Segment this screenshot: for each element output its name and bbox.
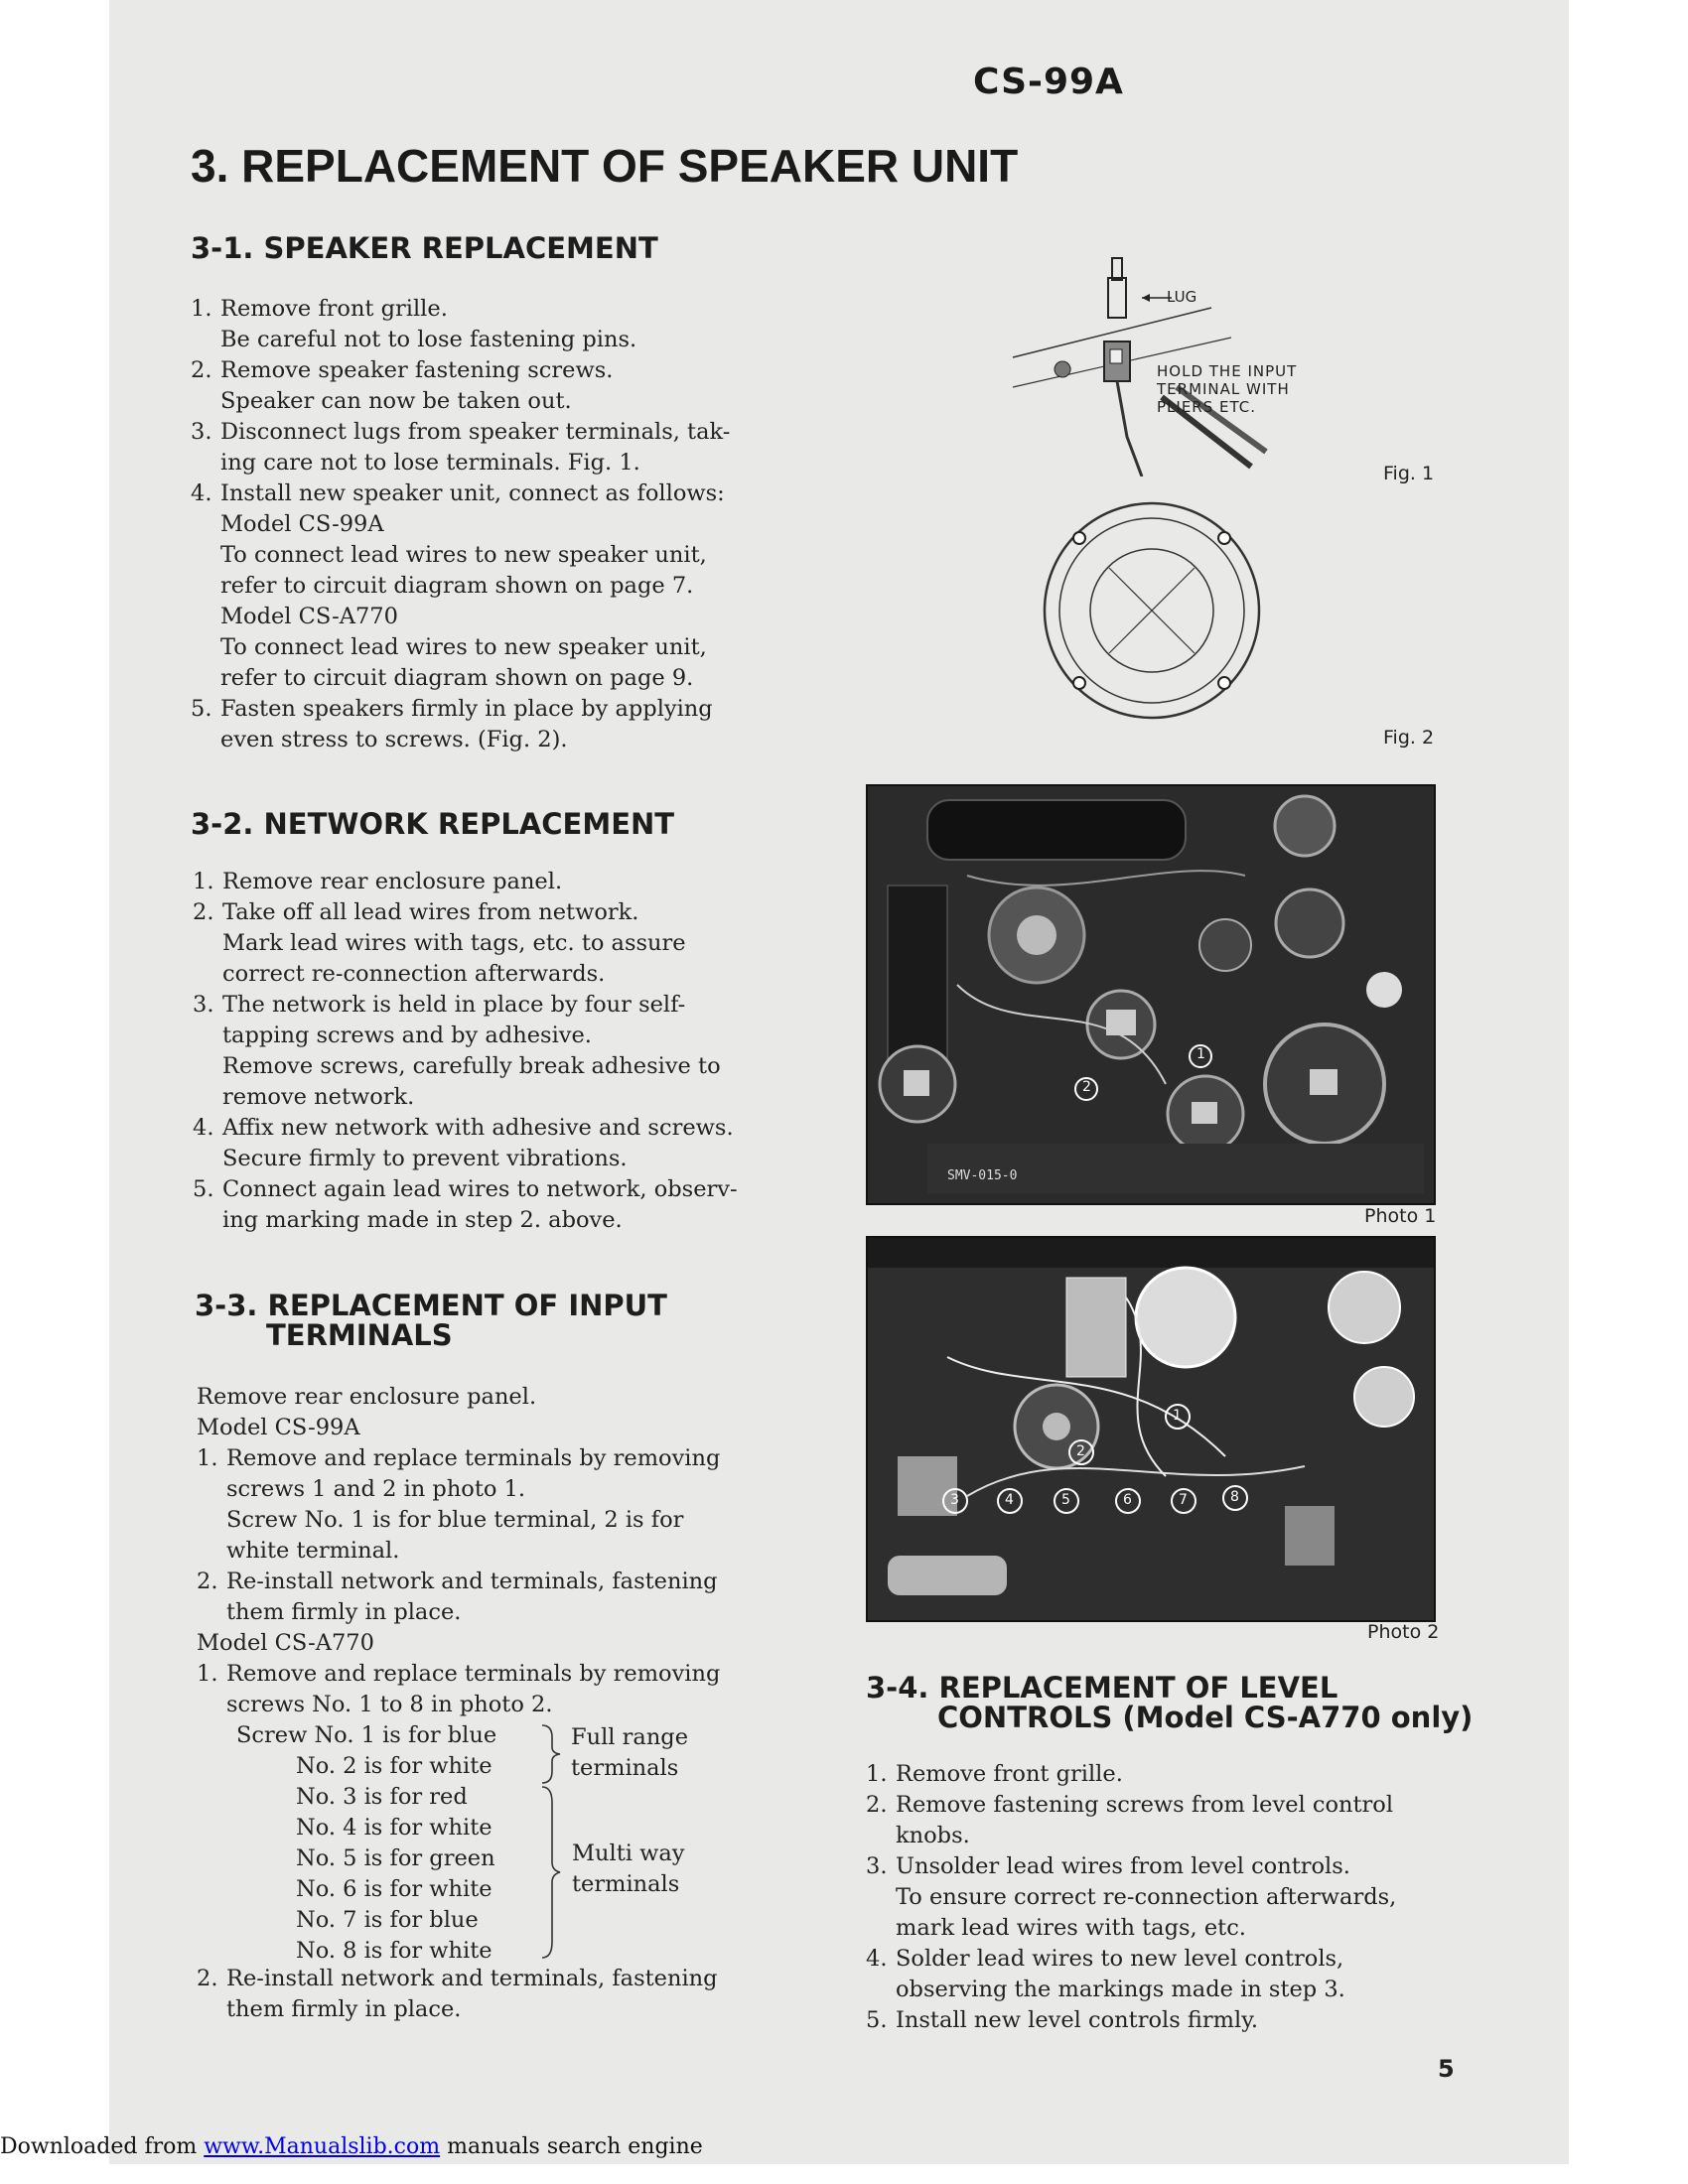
step-line: Take off all lead wires from network. [222,899,639,925]
step-number: 4. [193,1115,214,1141]
step-line: Remove speaker fastening screws. [220,357,614,383]
section-number: 3-1. [191,231,254,265]
step-item [193,990,908,1113]
manual-page [109,0,1569,2164]
section-3-4-heading [866,1673,1473,1732]
section-3-2-heading [191,809,674,839]
screw-color-table [236,1720,496,1967]
step-line: even stress to screws. (Fig. 2). [220,727,568,752]
step-item [197,1659,912,1720]
section-title: REPLACEMENT OF INPUT [267,1289,667,1322]
section-title: SPEAKER REPLACEMENT [263,231,658,265]
step-line: Remove screws, carefully break adhesive to [222,1053,721,1079]
fig2-speaker-drawing [1038,496,1266,725]
step-line: ing care not to lose terminals. Fig. 1. [220,450,640,476]
step-line: Re-install network and terminals, fastening [226,1966,718,1991]
step-line: tapping screws and by adhesive. [222,1023,592,1048]
network-replacement-steps [193,867,908,1236]
step-line: Remove and replace terminals by removing [226,1445,721,1471]
step-item [191,694,906,755]
screw-row: No. 7 is for blue [296,1907,479,1933]
step-line: white terminal. [226,1538,400,1564]
step-line: remove network. [222,1084,415,1110]
step-line: ing marking made in step 2. above. [222,1207,623,1233]
photo2-marker-7: 7 [1179,1492,1188,1508]
step-number: 1. [197,1445,218,1471]
step-item [866,2005,1481,2036]
page-number: 5 [1438,2055,1455,2083]
step-line: Disconnect lugs from speaker terminals, tak- [220,419,731,445]
step-number: 5. [866,2007,888,2033]
step-number: 2. [866,1792,888,1818]
step-line: Mark lead wires with tags, etc. to assure [222,930,686,956]
step-item [193,897,908,990]
step-line: Solder lead wires to new level controls, [896,1946,1344,1972]
step-number: 4. [866,1946,888,1972]
step-line: Model CS-A770 [220,604,398,629]
photo1-marker-2: 2 [1082,1079,1091,1095]
terminal-braces [538,1723,568,1962]
step-line: Remove front grille. [220,296,448,322]
step-line: Install new speaker unit, connect as follows: [220,480,725,506]
screw-row: No. 2 is for white [296,1753,492,1779]
download-footer: Downloaded from www.Manualslib.com manuals search engine [0,2134,703,2159]
step-item [191,355,906,417]
step-line: refer to circuit diagram shown on page 7. [220,573,694,599]
section-title: NETWORK REPLACEMENT [263,807,675,841]
step-number: 4. [191,480,212,506]
step-item [197,1567,912,1628]
step-line: Re-install network and terminals, fastening [226,1569,718,1594]
step-item [866,1790,1481,1851]
model-header: CS-99A [973,62,1124,102]
step-line: To connect lead wires to new speaker unit, [220,542,707,568]
step-line: knobs. [896,1823,970,1848]
screw-row: No. 4 is for white [296,1815,492,1841]
fig1-lug-label: LUG [1167,288,1197,306]
step-line: screws 1 and 2 in photo 1. [226,1476,526,1502]
step-line: refer to circuit diagram shown on page 9. [220,665,694,691]
photo2-input-terminals [866,1236,1436,1622]
step-line: The network is held in place by four self- [222,992,686,1018]
step-item [866,1944,1481,2005]
section-number: 3-3. [195,1289,258,1322]
section-title-line2: CONTROLS (Model CS-A770 only) [937,1701,1474,1734]
step-number: 1. [866,1761,888,1787]
step-number: 1. [191,296,212,322]
step-line: To ensure correct re-connection afterwards, [896,1884,1397,1910]
step-item [866,1759,1481,1790]
step-line: Affix new network with adhesive and screws. [222,1115,734,1141]
photo2-marker-3: 3 [950,1492,959,1508]
full-range-label: Full range terminals [571,1724,689,1781]
fig1-hold-note: HOLD THE INPUT TERMINAL WITH PLIERS ETC. [1157,362,1298,416]
speaker-replacement-steps [191,294,906,755]
section-3-1-heading [191,233,658,263]
section-title-line2: TERMINALS [266,1318,453,1352]
section-number: 3-4. [866,1671,929,1705]
model-cs-99a-label: Model CS-99A [197,1415,360,1440]
photo1-caption: Photo 1 [1364,1205,1437,1227]
step-item [191,478,906,694]
step-line: Connect again lead wires to network, observ- [222,1176,738,1202]
screw-row: Screw No. 1 is for blue [236,1722,497,1748]
photo1-network-board [866,784,1436,1205]
step-number: 1. [197,1661,218,1687]
screw-row: No. 3 is for red [296,1784,468,1810]
manualslib-link[interactable]: www.Manualslib.com [204,2134,441,2159]
step-line: Secure firmly to prevent vibrations. [222,1146,628,1171]
page-title: 3. REPLACEMENT OF SPEAKER UNIT [191,140,1019,192]
fig2-caption: Fig. 2 [1383,727,1435,749]
step-line: Speaker can now be taken out. [220,388,572,414]
photo2-marker-1: 1 [1173,1408,1182,1424]
screw-row: No. 6 is for white [296,1876,492,1902]
fig1-caption: Fig. 1 [1383,463,1435,484]
input-terminals-intro: Remove rear enclosure panel. [197,1384,537,1410]
fig1-terminal-drawing [1003,238,1301,477]
step-item [193,867,908,897]
photo2-marker-8: 8 [1230,1489,1239,1505]
step-number: 3. [193,992,214,1018]
step-line: Remove and replace terminals by removing [226,1661,721,1687]
screw-row: No. 8 is for white [296,1938,492,1964]
step-line: observing the markings made in step 3. [896,1977,1345,2002]
step-item [191,294,906,355]
step-line: Remove front grille. [896,1761,1123,1787]
screw-row: No. 5 is for green [296,1845,495,1871]
step-number: 5. [193,1176,214,1202]
photo2-caption: Photo 2 [1367,1621,1440,1643]
cs-99a-terminal-steps [197,1443,912,1628]
section-number: 3-2. [191,807,254,841]
step-number: 2. [197,1966,218,1991]
step-line: Unsolder lead wires from level controls. [896,1853,1350,1879]
step-line: Model CS-99A [220,511,384,537]
step-number: 2. [197,1569,218,1594]
level-control-steps [866,1759,1481,2036]
step-line: screws No. 1 to 8 in photo 2. [226,1692,553,1717]
step-item [193,1113,908,1174]
model-cs-a770-label: Model CS-A770 [197,1630,374,1656]
photo2-marker-2: 2 [1076,1443,1085,1459]
cs-a770-terminal-step-2 [197,1964,912,2025]
photo2-marker-6: 6 [1123,1492,1132,1508]
step-line: Screw No. 1 is for blue terminal, 2 is for [226,1507,684,1533]
step-number: 3. [866,1853,888,1879]
step-item [197,1964,912,2025]
step-item [191,417,906,478]
section-3-3-heading [195,1291,667,1350]
step-item [866,1851,1481,1944]
step-number: 3. [191,419,212,445]
step-number: 1. [193,869,214,894]
photo1-marker-1: 1 [1196,1046,1205,1062]
step-line: Install new level controls firmly. [896,2007,1259,2033]
step-line: Fasten speakers firmly in place by applying [220,696,713,722]
step-number: 2. [191,357,212,383]
photo2-marker-5: 5 [1061,1492,1070,1508]
step-line: Remove fastening screws from level control [896,1792,1394,1818]
step-line: Remove rear enclosure panel. [222,869,563,894]
section-title: REPLACEMENT OF LEVEL [938,1671,1338,1705]
step-line: Be careful not to lose fastening pins. [220,327,637,352]
step-line: To connect lead wires to new speaker unit, [220,634,707,660]
step-line: them firmly in place. [226,1599,462,1625]
multi-way-label: Multi way terminals [572,1841,685,1897]
step-item [197,1443,912,1567]
step-number: 2. [193,899,214,925]
step-line: mark lead wires with tags, etc. [896,1915,1246,1941]
cs-a770-terminal-step-1 [197,1659,912,1720]
step-line: correct re-connection afterwards. [222,961,606,987]
photo1-board-label: SMV-015-0 [947,1168,1018,1183]
photo2-marker-4: 4 [1005,1492,1014,1508]
step-line: them firmly in place. [226,1996,462,2022]
step-number: 5. [191,696,212,722]
step-item [193,1174,908,1236]
